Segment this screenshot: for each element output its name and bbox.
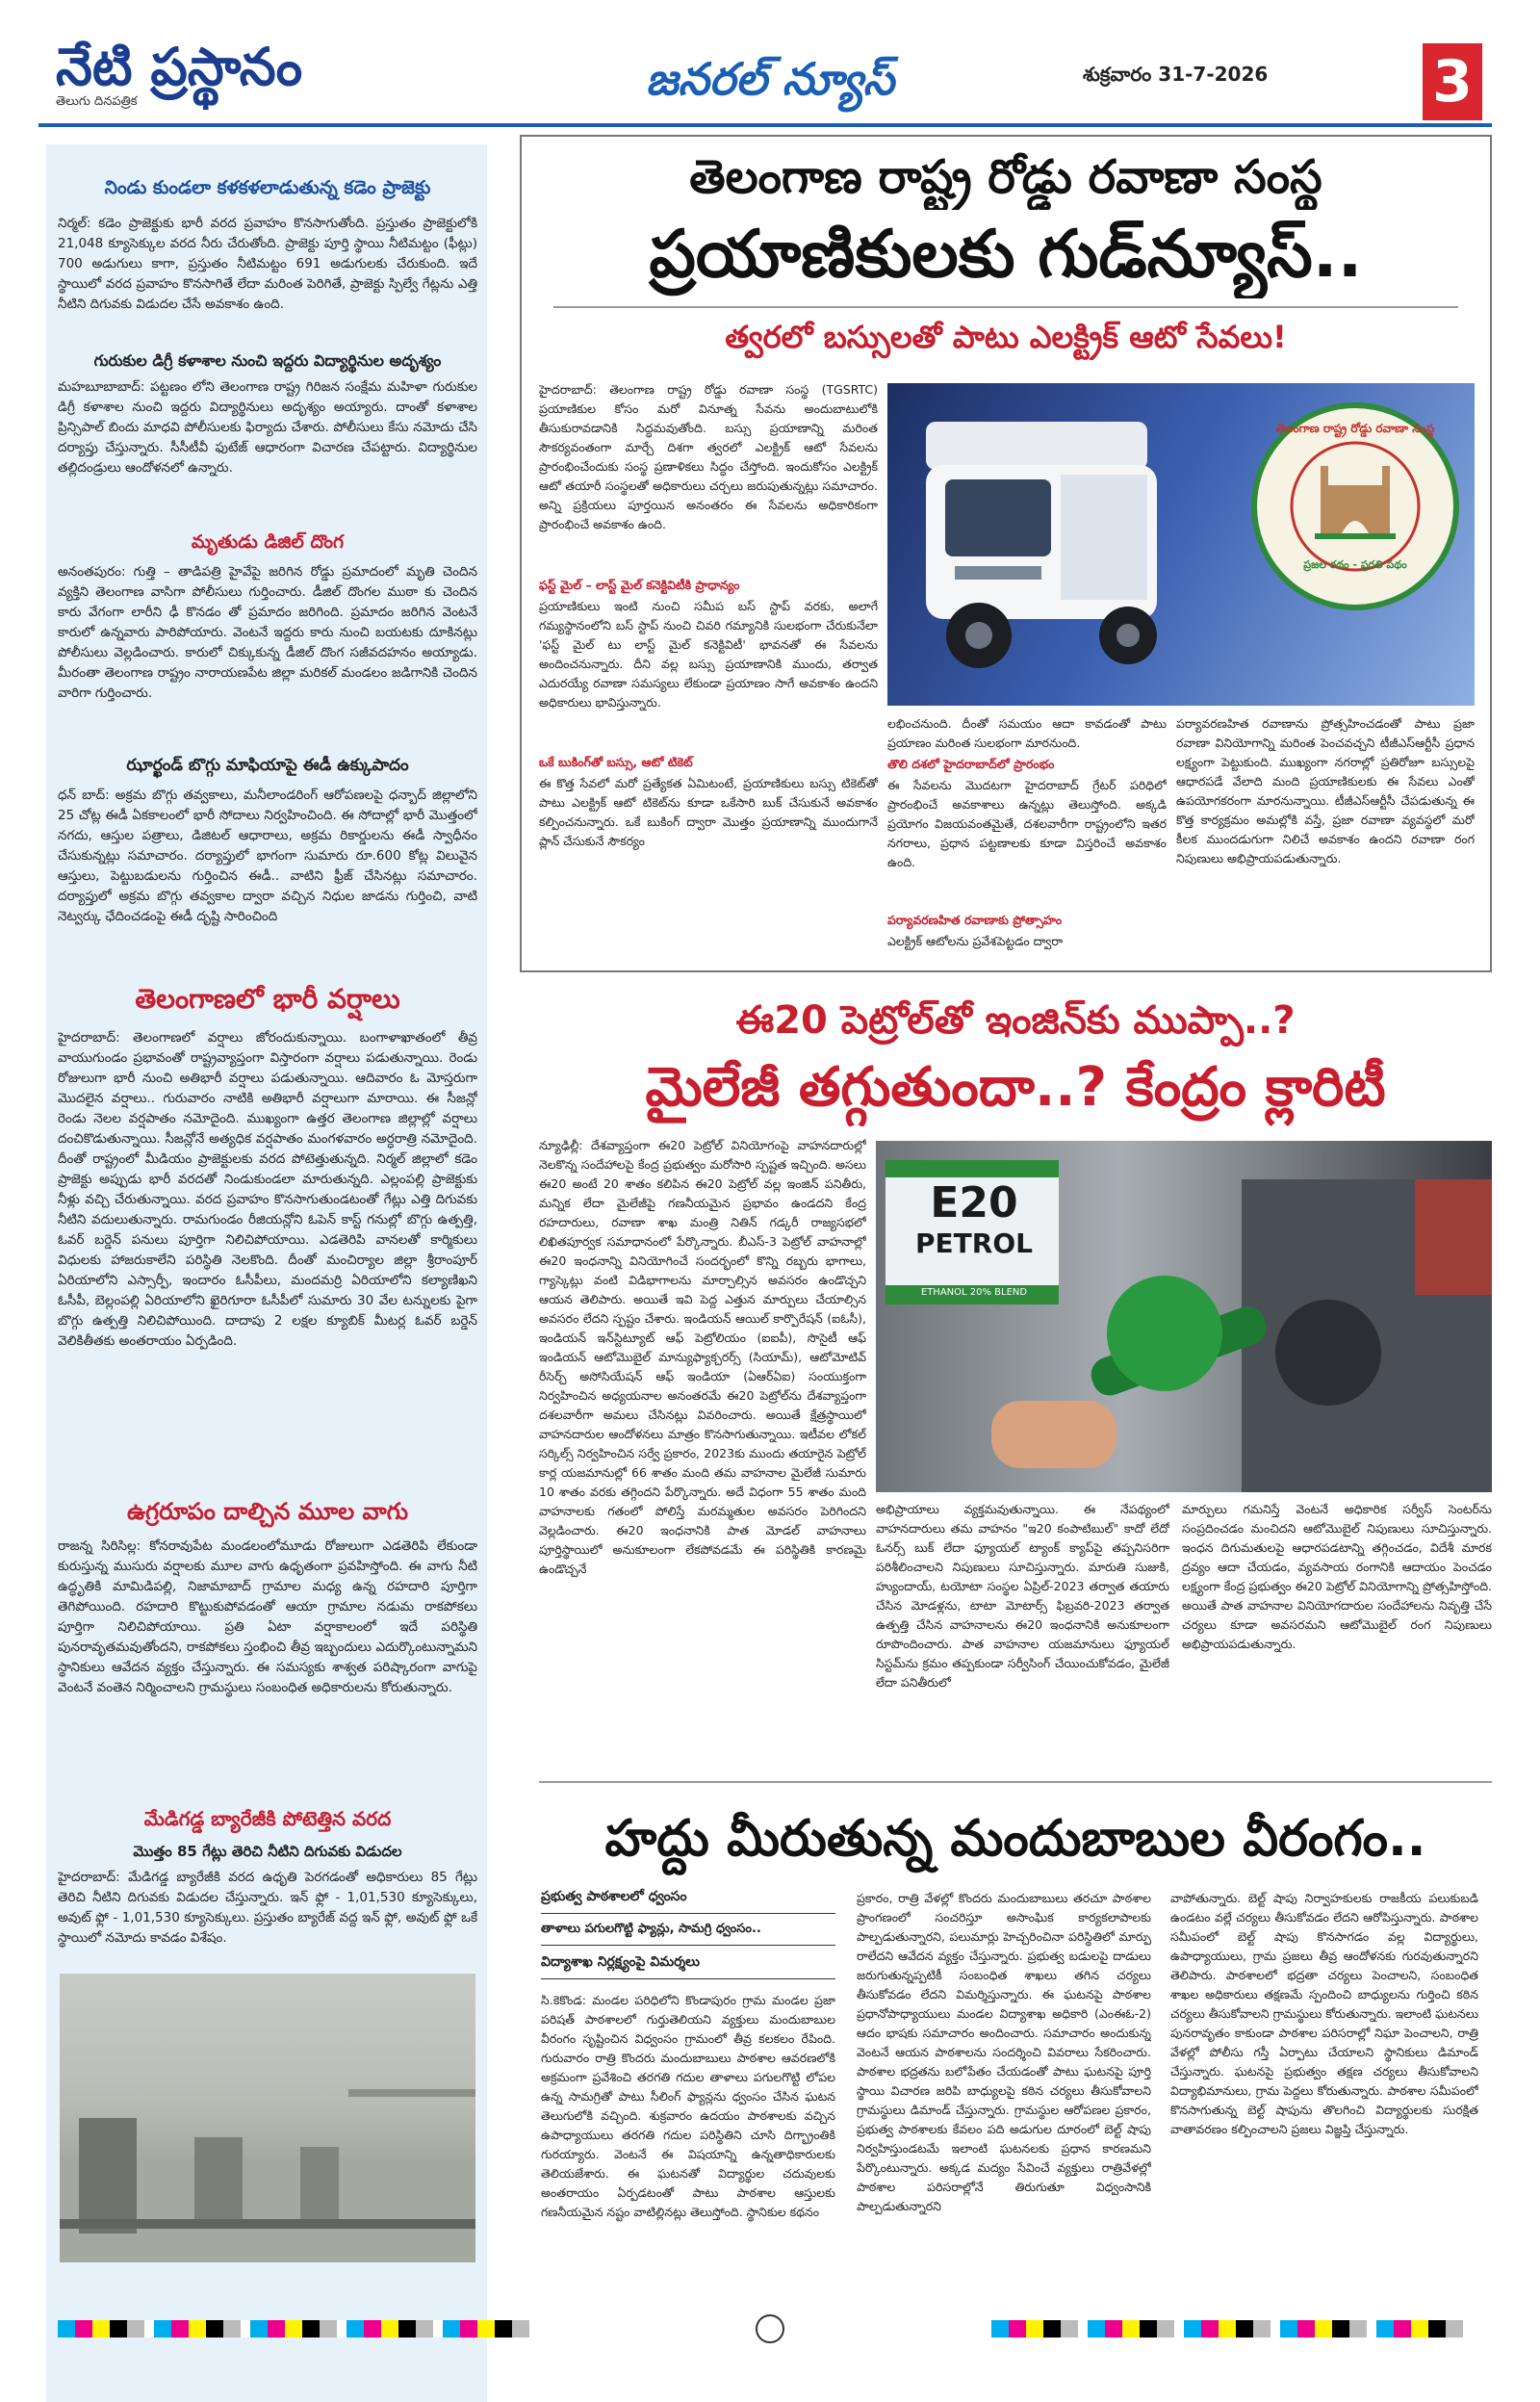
headline-diesel-thief: మృతుడు డిజిల్ దొంగ bbox=[191, 531, 345, 553]
subhead-medigadda: మొత్తం 85 గేట్లు తెరిచి నీటిని దిగువకు విడుదల bbox=[133, 1843, 402, 1860]
story-kadem-body: నిర్మల్: కడెం ప్రాజెక్టుకు భారీ వరద ప్రవాహం కొనసాగుతోంది. ప్రస్తుతం ప్రాజెక్టులోకి 21,048 క్యూసెక్కుల వరద నీరు చేరుతోంది. ప్రాజెక్టు పూర్తి స్థాయి నీటిమట్టం (ఫీట్లు) 700 అడుగులు కాగా, ప్రస్తుతం నీటిమట్టం 691 అడుగులకు చేరుకుంది. ఇదే స్థాయిలో వరద ప్రవాహం కొనసాగితే లేదా మరింత పెరిగితే, ప్రాజెక్టు స్పిల్వే గేట్లను ఎత్తి నీటిని దిగువకు విడుదల చేసే అవకాశం ఉంది. bbox=[58, 216, 477, 312]
tgsrtc-logo-text: తెలంగాణ రాష్ట్ర రోడ్డు రవాణా సంస్థ bbox=[1275, 422, 1435, 435]
story-separator bbox=[539, 1781, 1492, 1783]
flood-photo bbox=[60, 1974, 475, 2262]
tgsrtc-col1-sub2: ఒకే బుకింగ్‌తో బస్సు, ఆటో టికెట్ bbox=[539, 755, 693, 769]
headline-telangana-rains: తెలంగాణలో భారీ వర్షాలు bbox=[135, 983, 400, 1015]
paper-tagline: తెలుగు దినపత్రిక bbox=[56, 94, 138, 109]
story-gurukul-body: మహబూబాబాద్: పట్టణం లోని తెలంగాణ రాష్ట్ర గిరిజన సంక్షేమ మహిళా గురుకుల డిగ్రీ కళాశాల నుంచి ఇద్దరు విద్యార్థినులు అదృశ్యం అయ్యారు. దాంతో కళాశాల ప్రిన్సిపాల్ బిందు మాధవి పోలీసులకు ఫిర్యాదు చేశారు. పోలీసులు కేసు నమోదు చేసి దర్యాప్తు చేస్తున్నారు. సీసీటీవీ ఫుటేజ్ ఆధారంగా విచారణ చేపట్టారు. విద్యార్థినుల తల్లిదండ్రులు ఆందోళనలో ఉన్నారు. bbox=[58, 379, 477, 476]
pump-blend-label: ETHANOL 20% BLEND bbox=[920, 1287, 1028, 1298]
barrage-illustration bbox=[60, 1974, 475, 2262]
headline-kadem: నిండు కుండలా కళకళలాడుతున్న కడెం ప్రాజెక్టు bbox=[104, 177, 431, 198]
tgsrtc-col2-sub2: పర్యావరణహిత రవాణాకు ప్రోత్సాహం bbox=[887, 913, 1063, 927]
drunkards-col2: ప్రకారం, రాత్రి వేళల్లో కొందరు మందుబాబులు తరచూ పాఠశాల ప్రాంగణంలో సంచరిస్తూ అసాంఘిక కార్యకలాపాలకు పాల్పడుతున్నారని, పలుమార్లు హెచ్చరించినా పరిస్థితిలో మార్పు రాలేదని ఆవేదన వ్యక్తం చేస్తున్నారు. ప్రభుత్వ బడులపై దాడులు జరుగుతున్నప్పటికీ సంబంధిత శాఖలు తగిన చర్యలు తీసుకోవడం లేదని విమర్శిస్తున్నారు. ఈ ఘటనపై పాఠశాల ప్రధానోపాధ్యాయులు మండల విద్యాశాఖ అధికారి (ఎంఈఓ-2) ఆదం భాషకు సమాచారం అందించారు. సమాచారం అందుకున్న వెంటనే ఆయన పాఠశాలను సందర్శించి వివరాలు సేకరించారు. పాఠశాల భద్రతను బలోపేతం చేయడంతో పాటు ఘటనపై పూర్తి స్థాయి విచారణ జరిపి బాధ్యులపై కఠిన చర్యలు తీసుకోవాలని గ్రామస్థులు డిమాండ్ చేస్తున్నారు. గ్రామస్థుల ఆరోపణల ప్రకారం, ప్రభుత్వ పాఠశాలకు కేవలం పది అడుగుల దూరంలో బెల్ట్ షాపు నిర్వహిస్తుండటమే ఇలాంటి ఘటనలకు ప్రధాన కారణమని పేర్కొంటున్నారు. అక్కడ మద్యం సేవించే వ్యక్తులు రాత్రివేళల్లో పాఠశాల పరిసరాల్లోనే తిరుగుతూ విధ్వంసానికి పాల్పడుతున్నారని bbox=[857, 1891, 1151, 2213]
drunkards-side-3: విద్యాశాఖ నిర్లక్ష్యంపై విమర్శలు bbox=[541, 1954, 835, 1979]
page-number: 3 bbox=[1423, 43, 1482, 120]
headline-coal-mafia: ఝార్ఖండ్ బొగ్గు మాఫియాపై ఈడీ ఉక్కుపాదం bbox=[126, 756, 409, 775]
electric-auto-photo bbox=[887, 383, 1475, 706]
story-medigadda-body: హైదరాబాద్: మేడిగడ్డ బ్యారేజీకి వరద ఉధృతి పెరగడంతో అధికారులు 85 గేట్లు తెరిచి నీటిని దిగువకు విడుదల చేస్తున్నారు. ఇన్ ఫ్లో - 1,01,530 క్యూసెక్కులు, అవుట్ ఫ్లో - 1,01,530 క్యూసెక్కులు. ప్రస్తుతం బ్యారేజ్ వద్ద ఇన్ ఫ్లో, అవుట్ ఫ్లో ఒకే స్థాయిలో నమోదు కావడం విశేషం. bbox=[58, 1870, 477, 1946]
tgsrtc-col2-c: ఎలక్ట్రిక్ ఆటోలను ప్రవేశపెట్టడం ద్వారా bbox=[887, 934, 1064, 948]
tgsrtc-logo-motto: ప్రజల రథం - ప్రగతి పథం bbox=[1303, 558, 1407, 571]
drunkards-col1: సి.కెకొండ: మండల పరిధిలోని కొండాపురం గ్రామ మండల ప్రజా పరిషత్ పాఠశాలలో గుర్తుతెలియని వ్యక్తులు మందుబాబుల వీరంగం సృష్టించిన విధ్వంసం గ్రామంలో తీవ్ర కలకలం రేపింది. గురువారం రాత్రి కొందరు మందుబాబులు పాఠశాల ఆవరణలోకి అక్రమంగా ప్రవేశించి తరగతి గదుల తాళాలు పగులగొట్టి లోపల ఉన్న సామగ్రితో పాటు సీలింగ్ ఫ్యాన్లను ధ్వంసం చేసిన ఘటన తెలుగులోకి వచ్చింది. శుక్రవారం ఉదయం పాఠశాలకు వచ్చిన ఉపాధ్యాయులు తరగతి గదుల పరిస్థితిని చూసి దిగ్భ్రాంతికి గురయ్యారు. వెంటనే ఈ విషయాన్ని ఉన్నతాధికారులకు తెలియజేశారు. ఈ ఘటనతో విద్యార్థుల చదువులకు అంతరాయం ఏర్పడటంతో పాటు పాఠశాల ఆస్తులకు గణనీయమైన నష్టం వాటిల్లినట్లు తెలుస్తోంది. స్థానికుల కథనం bbox=[541, 1993, 835, 2219]
tgsrtc-headline: ప్రయాణికులకు గుడ్‌న్యూస్.. bbox=[649, 217, 1363, 293]
paper-name: నేటి ప్రస్థానం bbox=[56, 36, 303, 97]
registration-bar-left bbox=[58, 2320, 539, 2337]
section-title: జనరల్ న్యూస్ bbox=[645, 53, 895, 105]
pump-petrol-label: PETROL bbox=[915, 1227, 1033, 1259]
tgsrtc-col2-sub1: తొలి దశలో హైదరాబాద్‌లో ప్రారంభం bbox=[887, 757, 1055, 771]
headline-medigadda: మేడిగడ్డ బ్యారేజీకి పోటెత్తిన వరద bbox=[143, 1807, 392, 1830]
registration-mark bbox=[756, 2314, 784, 2343]
e20-pump-photo bbox=[876, 1141, 1492, 1492]
drunkards-side-1: ప్రభుత్వ పాఠశాలలో ధ్వంసం bbox=[541, 1889, 835, 1914]
story-rains-body: హైదరాబాద్: తెలంగాణలో వర్షాలు జోరందుకున్నాయి. బంగాళాఖాతంలో తీవ్ర వాయుగుండం ప్రభావంతో రాష్ట్రవ్యాప్తంగా విస్తారంగా వర్షాలు పడుతున్నాయి. రెండు రోజులుగా భారీ నుంచి అతిభారీ వర్షాలు పడుతున్నాయి. ఆదివారం ఓ మోస్తరుగా మొదలైన వర్షాలు.. గురువారం నాటికి అతిభారీ వర్షాలుగా మారాయి. ఈ సీజన్లో రెండు నెలల వర్షపాతం నమోదైంది. ముఖ్యంగా ఉత్తర తెలంగాణ జిల్లాల్లో వర్షాలు దంచికొడుతున్నాయి. సీజన్లోనే అత్యధిక వర్షపాతం మంగళవారం అర్ధరాత్రి నమోదైంది. దీంతో రాష్ట్రంలో మీడియం ప్రాజెక్టులకు వరద పోటెత్తుతున్నది. నిర్మల్ జిల్లాలో కడెం ప్రాజెక్టు అప్పుడు భారీ వరదతో నిండుకుండలా మారుతున్నది. ఎల్లంపల్లి ప్రాజెక్టుకు నీళ్లు వచ్చి చేరుతున్నాయి. వరద ప్రవాహం కొనసాగుతుండటంతో గేట్లు ఎత్తి దిగువకు నీటిని వదులుతున్నారు. రామగుండం రీజియన్లోని ఓపెన్ కాస్ట్ గనుల్లో బొగ్గు ఉత్పత్తి, ఓవర్ బర్డెన్ పనులు పూర్తిగా నిలిచిపోయాయి. ఎడతెరిపి వానలతో కార్మికులు విధులకు హాజరుకాలేని పరిస్థితి నెలకొంది. దీంతో మంచిర్యాల జిల్లా శ్రీరాంపూర్ ఏరియాలోని ఎస్సార్పీ, ఇందారం ఓసీపీలు, మందమర్రి ఏరియాలోని కల్యాణిఖని ఓసీపీ, బెల్లంపల్లి ఏరియాలోని ఖైరిగూరా ఓసీపీలో సుమారు 30 వేల టన్నులకు పైగా బొగ్గు ఉత్పత్తి నిలిచిపోయింది. దాదాపు 2 లక్షల క్యూబిక్ మీటర్ల ఓవర్ బర్డెన్ వెలికితీతకు అంతరాయం ఏర్పడింది. bbox=[58, 1030, 477, 1349]
tgsrtc-subhead: త్వరలో బస్సులతో పాటు ఎలక్ట్రిక్ ఆటో సేవలు! bbox=[725, 319, 1287, 355]
tgsrtc-kicker: తెలంగాణ రాష్ట్ర రోడ్డు రవాణా సంస్థ bbox=[689, 150, 1322, 204]
story-coal-body: ధన్ బాద్: అక్రమ బొగ్గు తవ్వకాలు, మనీలాండరింగ్ ఆరోపణలపై ధన్బాద్ జిల్లాలోని 25 చోట్ల ఈడీ ఏకకాలంలో భారీ సోదాలు నిర్వహించింది. ఈ సోదాల్లో భారీ మొత్తంలో నగదు, ఆస్తుల పత్రాలు, డిజిటల్ ఆధారాలు, అక్రమ రికార్డులను ఈడీ స్వాధీనం చేసుకున్నట్లు సమాచారం. దర్యాప్తులో భాగంగా సుమారు రూ.600 కోట్ల విలువైన ఆస్తులు, పెట్టుబడులను గుర్తించిన ఈడీ.. వాటిని ఫ్రీజ్ చేసినట్లు సమాచారం. దర్యాప్తులో అక్రమ బొగ్గు తవ్వకాల ద్వారా వచ్చిన నిధుల జాడను గుర్తించి, వాటి నెట్వర్కు ఛేదించడంపై ఈడీ దృష్టి సారించింది bbox=[58, 788, 477, 924]
story-diesel-body: అనంతపురం: గుత్తి – తాడిపత్రి హైవేపై జరిగిన రోడ్డు ప్రమాదంలో మృతి చెందిన వ్యక్తిని తెలంగాణ వాసిగా పోలీసులు గుర్తించారు. డీజిల్ దొంగల ముఠా కు చెందిన కారు వేగంగా లారీని ఢీ కొనడం తో ప్రమాదం జరిగింది. ప్రమాదం జరిగిన వెంటనే కారులో ఉన్నవారు పారిపోయారు. వెంటనే ఇద్దరు కారు నుంచి బయటకు దూకినట్లు పోలీసులు వెల్లడించారు. కారులో చిక్కుకున్న డీజిల్ దొంగ సజీవదహనం అయ్యాడు. మీరంతా తెలంగాణ రాష్ట్రం నారాయణపేట జిల్లా మరికల్ మండలం జడిగానికి చెందిన వారిగా గుర్తించారు. bbox=[58, 564, 477, 701]
e20-kicker: ఈ20 పెట్రోల్‌తో ఇంజిన్‌కు ముప్పా..? bbox=[735, 998, 1296, 1043]
e20-col2: అభిప్రాయాలు వ్యక్తమవుతున్నాయి. ఈ నేపథ్యంలో వాహనదారులు తమ వాహనం "ఇ20 కంపాటిబుల్" కాదో లేదో ఓనర్స్ బుక్ లేదా ఫ్యూయల్ ట్యాంక్ క్యాప్‌పై తప్పనిసరిగా పరిశీలించాలని నిపుణులు సూచిస్తున్నారు. మారుతి సుజుకి, హ్యుందాయ్, టయోటా సంస్థల ఏప్రిల్-2023 తర్వాత తయారు చేసిన మోడళ్లను, టాటా మోటార్స్ ఫిబ్రవరి-2023 తర్వాత ఉత్పత్తి చేసిన వాహనాలను ఈ20 ఇంధనానికి అనుకూలంగా రూపొందించారు. పాత వాహనాల యజమానులు ఫ్యూయల్ సిస్టమ్‌ను క్రమం తప్పకుండా సర్వీసింగ్ చేయించుకోవడం, మైలేజీ లేదా పనితీరులో bbox=[876, 1502, 1169, 1690]
tgsrtc-col1-b: ప్రయాణికులు ఇంటి నుంచి సమీప బస్ స్టాప్ వరకు, అలాగే గమ్యస్థానంలోని బస్ స్టాప్ నుంచి చివరి గమ్యానికి సులభంగా చేరుకునేలా 'ఫస్ట్ మైల్ టు లాస్ట్ మైల్ కనెక్టివిటీ' భావనతో ఈ సేవలను అందించనున్నారు. దీని వల్ల బస్సు ప్రయాణానికి ముందు, తర్వాత ఎదురయ్యే రవాణా సమస్యలు లేకుండా ప్రయాణం సాగే అవకాశం ఉందని అధికారులు భావిస్తున్నారు. bbox=[539, 599, 878, 710]
tgsrtc-rule bbox=[553, 306, 1458, 308]
masthead-logo bbox=[56, 36, 306, 125]
drunkards-side-2: తాళాలు పగులగొట్టి ఫ్యాన్లు, సామగ్రి ధ్వంసం.. bbox=[541, 1922, 835, 1946]
pump-e20-label: E20 bbox=[930, 1178, 1018, 1227]
headline-gurukul: గురుకుల డిగ్రీ కళాశాల నుంచి ఇద్దరు విద్యార్థినుల అదృశ్యం bbox=[93, 351, 442, 370]
tgsrtc-col1-a: హైదరాబాద్: తెలంగాణ రాష్ట్ర రోడ్డు రవాణా సంస్థ (TGSRTC) ప్రయాణికుల కోసం మరో వినూత్న సేవను అందుబాటులోకి తీసుకురావడానికి సిద్ధమవుతోంది. బస్సు ప్రయాణాన్ని మరింత సౌకర్యవంతంగా మార్చే దిశగా త్వరలో ఎలక్ట్రిక్ ఆటో సేవలను ప్రారంభించేందుకు సంస్థ ప్రణాళికలు సిద్ధం చేస్తోంది. ఇందుకోసం ఎలక్ట్రిక్ ఆటో తయారీ సంస్థలతో అధికారులు చర్చలు జరుపుతున్నట్లు సమాచారం. అన్ని ప్రక్రియలు పూర్తయిన అనంతరం ఈ సేవలను అధికారికంగా ప్రారంభించే అవకాశం ఉంది. bbox=[539, 382, 878, 531]
tgsrtc-col3: పర్యావరణహిత రవాణాను ప్రోత్సహించడంతో పాటు ప్రజా రవాణా వినియోగాన్ని మరింత పెంచవచ్చని టీజీఎస్ఆర్టీసీ ప్రధాన లక్ష్యంగా పెట్టుకుంది. ముఖ్యంగా నగరాల్లో ప్రతిరోజూ బస్సులపై ఆధారపడే వేలాది మంది ప్రయాణికులకు ఈ సేవలు ఎంతో ఉపయోగకరంగా మారనున్నాయి. టీజీఎస్ఆర్టీసీ చేపడుతున్న ఈ కొత్త కార్యక్రమం అమల్లోకి వస్తే, ప్రజా రవాణా వ్యవస్థలో మరో కీలక ముందడుగుగా నిలిచే అవకాశం ఉందని రవాణా రంగ నిపుణులు అభిప్రాయపడుతున్నారు. bbox=[1176, 716, 1475, 865]
story-vagu-body: రాజన్న సిరిసిల్ల: కోనరావుపేట మండలంలోమూడు రోజులుగా ఎడతెరిపి లేకుండా కురుస్తున్న ముసురు వర్షాలకు మూల వాగు ఉధృతంగా ప్రవహిస్తోంది. ఈ వాగు నీటి ఉద్ధృతికి మామిడిపల్లి, నిజామాబాద్ గ్రామాల మధ్య ఉన్న రహదారి పూర్తిగా తెగిపోయింది. రహదారి కొట్టుకుపోవడంతో ఆయా గ్రామాల నడుమ రాకపోకలు పూర్తిగా నిలిచిపోయాయి. ప్రతి ఏటా వర్షాకాలంలో ఇదే పరిస్థితి పునరావృతమవుతోందని, రాకపోకలు స్తంభించి తీవ్ర ఇబ్బందులు ఎదుర్కొంటున్నామని స్థానికులు ఆవేదన వ్యక్తం చేస్తున్నారు. ఈ సమస్యకు శాశ్వత పరిష్కారంగా వాగుపై వెంటనే వంతెన నిర్మించాలని గ్రామస్థులు సంబంధిత అధికారులను కోరుతున్నారు. bbox=[58, 1538, 477, 1695]
tgsrtc-col2-b: ఈ సేవలను మొదటగా హైదరాబాద్ గ్రేటర్ పరిధిలో ప్రారంభించే అవకాశాలు ఉన్నట్లు తెలుస్తోంది. అక్కడి ప్రయోగం విజయవంతమైతే, దశలవారీగా రాష్ట్రంలోని ఇతర నగరాలు, ప్రధాన పట్టణాలకు కూడా విస్తరించే అవకాశం ఉంది. bbox=[887, 778, 1167, 869]
e20-col3: మార్పులు గమనిస్తే వెంటనే అధికారిక సర్వీస్ సెంటర్‌ను సంప్రదించడం మంచిదని ఆటోమొబైల్ నిపుణులు సూచిస్తున్నారు. ఇంధన దిగుమతులపై ఆధారపడటాన్ని తగ్గించడం, విదేశీ మారక ద్రవ్యం ఆదా చేయడం, వ్యవసాయ రంగానికి ఆదాయం పెంచడం లక్ష్యంగా కేంద్ర ప్రభుత్వం ఈ20 పెట్రోల్ వినియోగాన్ని ప్రోత్సహిస్తోంది. అయితే పాత వాహనాల వినియోగదారుల సందేహాలను నివృత్తి చేసే చర్యలు కూడా అవసరమని ఆటోమొబైల్ రంగ నిపుణులు అభిప్రాయపడుతున్నారు. bbox=[1182, 1502, 1492, 1651]
tgsrtc-logo bbox=[1251, 402, 1459, 610]
issue-date: శుక్రవారం 31-7-2026 bbox=[1083, 63, 1269, 86]
tgsrtc-col1-sub1: ఫస్ట్ మైల్ – లాస్ట్ మైల్ కనెక్టివిటీకి ప్రాధాన్యం bbox=[539, 578, 740, 592]
e20-col1: న్యూఢిల్లీ: దేశవ్యాప్తంగా ఈ20 పెట్రోల్ వినియోగంపై వాహనదారుల్లో నెలకొన్న సందేహాలపై కేంద్ర ప్రభుత్వం మరోసారి స్పష్టత ఇచ్చింది. అసలు ఈ20 అంటే 20 శాతం కలిపిన ఈ20 పెట్రోల్ వల్ల ఇంజిన్ పనితీరు, మన్నిక లేదా మైలేజీపై గణనీయమైన ప్రభావం ఉండదని కేంద్ర రహదారులు, రవాణా శాఖ మంత్రి నితిన్ గడ్కరీ రాజ్యసభలో లిఖితపూర్వక సమాధానంలో పేర్కొన్నారు. బీఎస్-3 పెట్రోల్ వాహనాల్లో ఈ20 ఇంధనాన్ని వినియోగించే సందర్భంలో కొన్ని రబ్బరు భాగాలు, గ్యాస్కెట్లు వంటి విడిభాగాలను మార్చాల్సిన అవసరం ఉండొచ్చని ఆయన తెలిపారు. అయితే ఇవి పెద్ద ఎత్తున మార్పులు చేయాల్సిన అవసరం లేదని స్పష్టం చేశారు. ఇండియన్ ఆయిల్ కార్పొరేషన్ (ఐఓసీ), ఇండియన్ ఇన్‌స్టిట్యూట్ ఆఫ్ పెట్రోలియం (ఐఐపీ), సొసైటీ ఆఫ్ ఇండియన్ ఆటోమొబైల్ మాన్యుఫ్యాక్చరర్స్ (సియామ్), ఆటోమోటివ్ రీసెర్చ్ అసోసియేషన్ ఆఫ్ ఇండియా (ఏఆర్ఏఐ) సంయుక్తంగా నిర్వహించిన అధ్యయనాల అనంతరమే ఈ20 పెట్రోల్‌ను దేశవ్యాప్తంగా దశలవారీగా అమలు చేసినట్లు వివరించారు. అయితే క్షేత్రస్థాయిలో వాహనదారుల ఆందోళనలు మాత్రం కొనసాగుతున్నాయి. ఇటీవల లోకల్ సర్కిల్స్ నిర్వహించిన సర్వే ప్రకారం, 2023కు ముందు తయారైన పెట్రోల్ కార్ల యజమానుల్లో 66 శాతం మంది తమ వాహనాల మైలేజీ సుమారు 10 శాతం వరకు తగ్గిందని పేర్కొన్నారు. అదే విధంగా 55 శాతం మంది వాహనాలకు గతంలో పోలిస్తే మరమ్మతుల అవసరం పెరిగిందని వెల్లడించారు. ఈ20 ఇంధనానికి పాత మోడల్ వాహనాలు పూర్తిస్థాయిలో అనుకూలంగా లేకపోవడమే ఈ పరిస్థితికి కారణమై ఉండొచ్చనే bbox=[539, 1138, 866, 1576]
registration-bar-right bbox=[991, 2320, 1473, 2337]
tgsrtc-col2-a: లభించనుంది. దీంతో సమయం ఆదా కావడంతో పాటు ప్రయాణం మరింత సులభంగా మారనుంది. bbox=[887, 716, 1167, 750]
drunkards-headline: హద్దు మీరుతున్న మందుబాబుల వీరంగం.. bbox=[604, 1810, 1426, 1868]
masthead-rule bbox=[38, 123, 1492, 127]
e20-headline: మైలేజీ తగ్గుతుందా..? కేంద్రం క్లారిటీ bbox=[645, 1056, 1386, 1119]
tgsrtc-col1-c: ఈ కొత్త సేవలో మరో ప్రత్యేకత ఏమిటంటే, ప్రయాణికులు బస్సు టికెట్‌తో పాటు ఎలక్ట్రిక్ ఆటో టికెట్‌ను కూడా ఒకేసారి బుక్ చేసుకునే అవకాశం కల్పించనున్నారు. ఒకే బుకింగ్ ద్వారా మొత్తం ప్రయాణాన్ని ముందుగానే ప్లాన్ చేసుకునే సౌకర్యం bbox=[539, 776, 878, 848]
headline-moola-vagu: ఉగ్రరూపం దాల్చిన మూల వాగు bbox=[127, 1498, 408, 1525]
drunkards-col3: వాపోతున్నారు. బెల్ట్ షాపు నిర్వాహకులకు రాజకీయ పలుకుబడి ఉండటం వల్లే చర్యలు తీసుకోవడం లేదని ఆరోపిస్తున్నారు. పాఠశాల సమీపంలో బెల్ట్ షాపు కొనసాగడం వల్ల విద్యార్థులు, ఉపాధ్యాయులు, గ్రామ ప్రజలు తీవ్ర ఆందోళనకు గురవుతున్నారని తెలిపారు. పాఠశాలలో భద్రతా చర్యలు పెంచాలని, సంబంధిత శాఖల అధికారులు తక్షణమే స్పందించి బాధ్యులను గుర్తించి కఠిన చర్యలు తీసుకోవాలని గ్రామస్థులు కోరుతున్నారు. ఇలాంటి ఘటనలు పునరావృతం కాకుండా పాఠశాల పరిసరాల్లో నిఘా పెంచాలని, రాత్రి వేళల్లో పోలీసు గస్తీ ఏర్పాటు చేయాలని స్థానికులు డిమాండ్ చేస్తున్నారు. ఘటనపై ప్రభుత్వం తక్షణ చర్యలు తీసుకోవాలని విద్యాభిమానులు, గ్రామ పెద్దలు కోరుతున్నారు. పాఠశాల సమీపంలో కొనసాగుతున్న బెల్ట్ షాపును తొలగించి విద్యార్థులకు సురక్షిత వాతావరణం కల్పించాలని ప్రజలు విజ్ఞప్తి చేస్తున్నారు. bbox=[1170, 1891, 1478, 2136]
